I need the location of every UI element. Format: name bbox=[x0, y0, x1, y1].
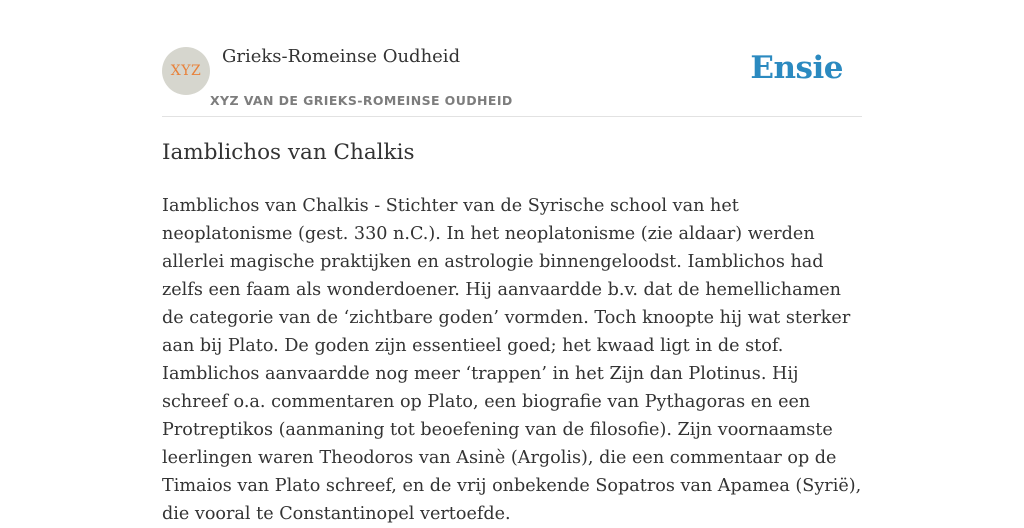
entry-title: Iamblichos van Chalkis bbox=[162, 140, 415, 165]
source-title[interactable]: Grieks-Romeinse Oudheid bbox=[222, 46, 461, 67]
entry-body: Iamblichos van Chalkis - Stichter van de Syrische school van het neoplatonisme (gest. 330 n.C.). In het neoplatonisme (zie aldaar) werden allerlei magische praktijken en astrologie binnengeloodst. Iamblichos had zelfs een faam als wonderdoener. Hij aanvaardde b.v. dat de hemellichamen de categorie van de ‘zichtbare goden’ vormden. Toch knoopte hij wat sterker aan bij Plato. De goden zijn essentieel goed; het kwaad ligt in de stof. Iamblichos aanvaardde nog meer ‘trappen’ in het Zijn dan Plotinus. Hij schreef o.a. commentaren op Plato, een biografie van Pythagoras en een Protreptikos (aanmaning tot beoefening van de filosofie). Zijn voornaamste leerlingen waren Theodoros van Asinè (Argolis), die een commentaar op de Timaios van Plato schreef, en de vrij onbekende Sopatros van Apamea (Syrië), die vooral te Constantinopel vertoefde. bbox=[162, 196, 862, 524]
source-subtitle: XYZ VAN DE GRIEKS-ROMEINSE OUDHEID bbox=[210, 93, 513, 108]
avatar-text: XYZ bbox=[170, 63, 202, 79]
source-header bbox=[162, 40, 862, 117]
source-avatar[interactable] bbox=[162, 47, 210, 95]
ensie-logo[interactable]: Ensie bbox=[750, 50, 843, 86]
